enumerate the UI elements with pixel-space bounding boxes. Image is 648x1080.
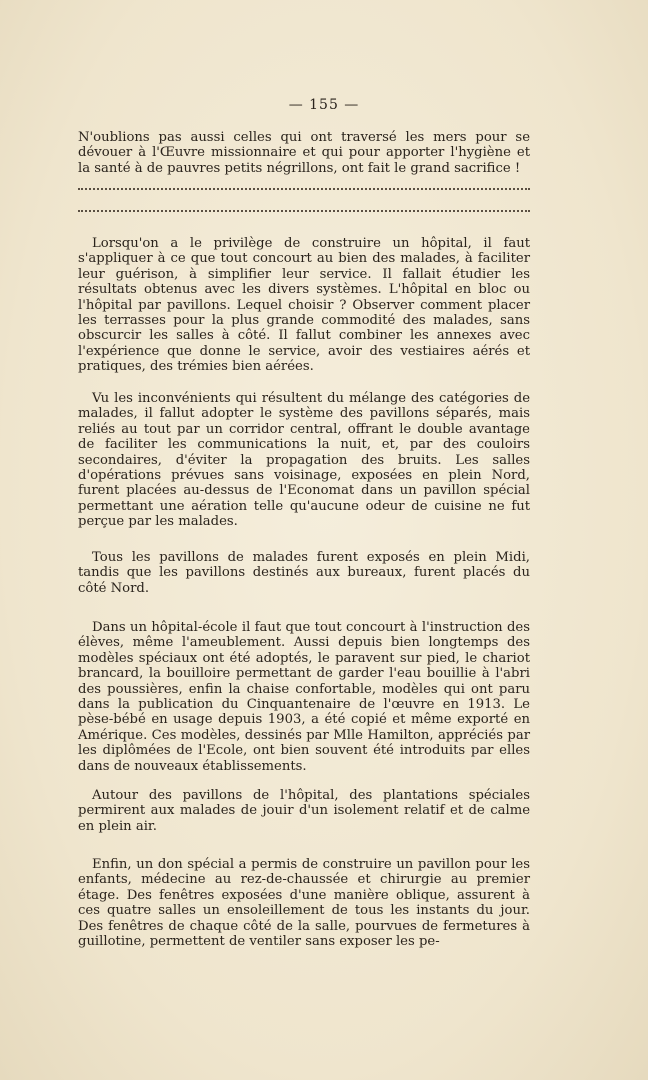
intro-paragraph: N'oublions pas aussi celles qui ont traversé les mers pour se dévouer à l'Œuvre missionnaire et qui pour apporter l'hygiène et la santé à de pauvres petits négrillons, ont fait le grand sacrifice ! bbox=[78, 130, 530, 176]
paragraph-pavilion-orientation: Tous les pavillons de malades furent exposés en plein Midi, tandis que les pavillons destinés aux bureaux, furent placés du côté Nord. bbox=[78, 550, 530, 596]
paragraph-block-6 bbox=[78, 857, 530, 949]
paragraph-block-3 bbox=[78, 550, 530, 596]
ellipsis-separator-2 bbox=[78, 206, 530, 212]
paragraph-pavilion-system: Vu les inconvénients qui résultent du mélange des catégories de malades, il fallut adopter le système des pavillons séparés, mais reliés au tout par un corridor central, offrant le double avantage de faciliter les communications la nuit, et, par des couloirs secondaires, d'éviter la propagation des bruits. Les salles d'opérations prévues sans voisinage, exposées en plein Nord, furent placées au-dessus de l'Economat dans un pavillon spécial permettant une aération telle qu'aucune odeur de cuisine ne fut perçue par les malades. bbox=[78, 391, 530, 530]
paragraph-plantations: Autour des pavillons de l'hôpital, des plantations spéciales permirent aux malades de jouir d'un isolement relatif et de calme en plein air. bbox=[78, 788, 530, 834]
page-number: — 155 — bbox=[288, 97, 360, 113]
paragraph-block-5 bbox=[78, 788, 530, 834]
paragraph-block-4 bbox=[78, 620, 530, 774]
paragraph-children-pavilion: Enfin, un don spécial a permis de construire un pavillon pour les enfants, médecine au rez-de-chaussée et chirurgie au premier étage. Des fenêtres exposées d'une manière oblique, assurent à ces quatre salles un ensoleillement de tous les instants du jour. Des fenêtres de chaque côté de la salle, pourvues de fermetures à guillotine, permettent de ventiler sans exposer les pe- bbox=[78, 857, 530, 950]
paragraph-hospital-construction: Lorsqu'on a le privilège de construire un hôpital, il faut s'appliquer à ce que tout concourt au bien des malades, à faciliter leur guérison, à simplifier leur service. Il fallait étudier les résultats obtenus avec les divers systèmes. L'hôpital en bloc ou l'hôpital par pavillons. Lequel choisir ? Observer comment placer les terrasses pour la plus grande commodité des malades, sans obscurcir les salles à côté. Il fallut combiner les annexes avec l'expérience que donne le service, avoir des vestiaires aérés et pratiques, des trémies bien aérées. bbox=[78, 236, 530, 375]
ellipsis-separator-1 bbox=[78, 184, 530, 190]
paragraph-block-1 bbox=[78, 236, 530, 375]
intro-paragraph-block bbox=[78, 130, 530, 176]
paragraph-hospital-school: Dans un hôpital-école il faut que tout concourt à l'instruction des élèves, même l'ameublement. Aussi depuis bien longtemps des modèles spéciaux ont été adoptés, le paravent sur pied, le chariot brancard, la bouilloire permettant de garder l'eau bouillie à l'abri des poussières, enfin la chaise confortable, modèles qui ont paru dans la publication du Cinquantenaire de l'œuvre en 1913. Le pèse-bébé en usage depuis 1903, a été copié et même exporté en Amérique. Ces modèles, dessinés par Mlle Hamilton, appréciés par les diplômées de l'Ecole, ont bien souvent été introduits par elles dans de nouveaux établissements. bbox=[78, 620, 530, 774]
paragraph-block-2 bbox=[78, 391, 530, 530]
